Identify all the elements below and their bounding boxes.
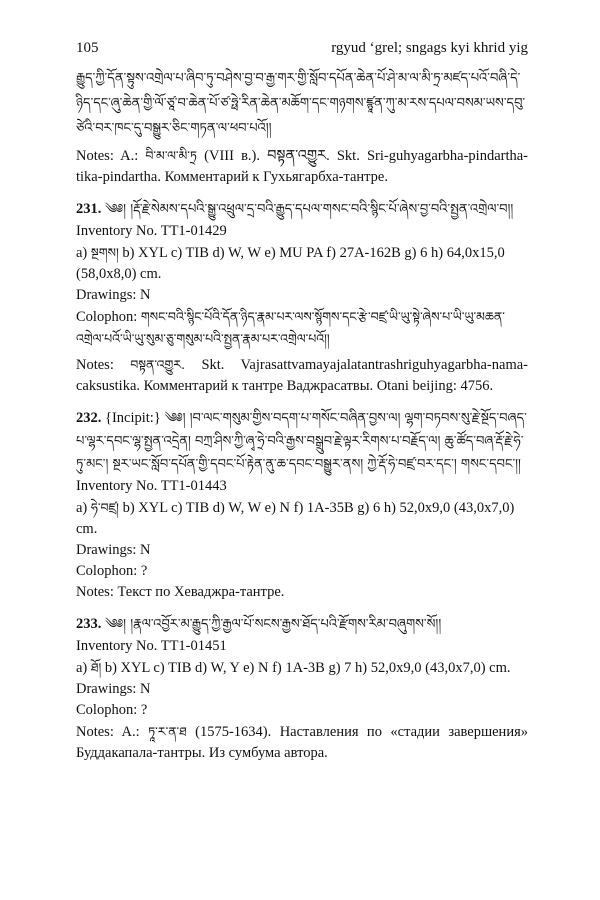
preamble-notes: Notes: A.: བི་མ་ལ་མི་ཏྲ (VIII в.). བསྟན་འགྱུར. Skt. Sri-guhyagarbha-pindartha-tika-pindartha. Комментарий к Гухьягарбха-тантре.	[76, 148, 528, 185]
running-header	[76, 40, 528, 66]
entry-233	[76, 613, 528, 764]
running-title: rgyud ‘grel; sngags kyi khrid yig	[331, 40, 528, 56]
entry-title: 233. ༄༅། །རྣལ་འབྱོར་མ་རྒྱུད་ཀྱི་རྒྱལ་པོ་སངས་རྒྱས་ཐོད་པའི་རྫོགས་རིམ་བཞུགས་སོ།།	[76, 616, 442, 632]
entry-231	[76, 198, 528, 397]
entry-232	[76, 407, 528, 603]
page-number: 105	[76, 40, 99, 56]
drawings: Drawings: N	[76, 287, 151, 303]
preamble-tibetan: རྒྱུད་ཀྱི་དོན་སྟུས་འགྲེལ་པ་ཞིབ་ཏུ་བཤེས་བྱ་བ་རྒྱ་གར་གྱི་སློབ་དཔོན་ཆེན་པོ་ཤེ་མ་ལ་མི་ཏྲ་མཛད་པའོ་བཞི་དེ་ཉིད་དང་ཞུ་ཆེན་གྱི་ལོ་ཙཱ་བ་ཆེན་པོ་ཙ་ཧྥེ་རིན་ཆེན་མཆོག་དང་གཉགས་ཛྙཱན་ཀུ་མ་རས་དཔལ་བསམ་ཡས་དབུ་ཙེའི་བར་ཁང་དུ་བསྒྱུར་ཅིང་གཏན་ལ་ཕབ་པའོ།།	[76, 71, 526, 136]
notes: Notes: A.: ཏཱ་ར་ན་ཐ (1575-1634). Наставления по «стадии завершения» Буддакапала-тантры. Из сумбума автора.	[76, 724, 528, 761]
drawings: Drawings: N	[76, 681, 151, 697]
inventory-number: Inventory No. TT1-01451	[76, 638, 227, 654]
colophon: Colophon: ?	[76, 563, 148, 579]
physical-description: a) ཧེ་བཛྲ། b) XYL c) TIB d) W, W e) N f) 1A-35B g) 6 h) 52,0x9,0 (43,0x7,0) cm.	[76, 500, 515, 537]
entry-title: 232. {Incipit:} ༄༅། །བ་ལང་གསུམ་གྱིས་བདག་པ་གསོང་བཞིན་བྱས་ལ། ལྷག་བཏབས་སུ་རྗེ་སྔོད་བཞད་པ་ལྷར་དབང་ལྷ་སྤྱན་འདྲེན། བཀྲ་ཤིས་ཀྱི་ཞྭ་ཧྲེ་བའི་རྒྱས་བསྒྲུབ་རྗེ་ལྟར་རིགས་པ་བརྗོད་ལ། ཆུ་ཚོད་བཞ་རྡོ་རྗེ་ཧེ་ཏུ་མང་། སྔར་ཡང་སློབ་དཔོན་གྱི་དབང་པོ་རྟེན་ནུ་ཆ་དབང་བསྒྱུར་ནས། ཀྱེ་རྡོ་ཧེ་བཛྲ་བར་དང་། གསང་དབང་།།	[76, 410, 527, 472]
entry-title: 231. ༄༅། །རྡོ་རྗེ་སེམས་དཔའི་སྒྱུ་འཕྲུལ་དྲ་བའི་རྒྱུད་དཔལ་གསང་བའི་སྙིང་པོ་ཞེས་བྱ་བའི་སྤྱན་འགྲེལ་བ།།	[76, 201, 514, 217]
notes: Notes: བསྟན་འགྱུར. Skt. Vajrasattvamayajalatantrashriguhyagarbha-nama-caksustika. Комментарий к тантре Ваджрасатвы. Otani beijing: 4756.	[76, 357, 528, 394]
colophon: Colophon: གསང་བའི་སྙིང་པོའི་དོན་ཉིད་རྣམ་པར་ལས་སྙོགས་དང་རྩེ་བཛྲ་ཡི་ཡུ་སྟེ་ཞེས་པ་ཡི་ཡུ་མཆན་འགྲེལ་པའོ་ཡི་ཡུ་སུམ་ཅུ་གསུམ་པའི་སྤྱན་རྣམ་པར་འགྲེལ་པའོ།།	[76, 309, 505, 346]
physical-description: a) སྔགས། b) XYL c) TIB d) W, W e) MU PA f) 27A-162B g) 6 h) 64,0x15,0 (58,0x8,0) cm.	[76, 245, 505, 282]
inventory-number: Inventory No. TT1-01443	[76, 478, 227, 494]
colophon: Colophon: ?	[76, 702, 148, 718]
physical-description: a) ཐོ། b) XYL c) TIB d) W, Y e) N f) 1A-3B g) 7 h) 52,0x9,0 (43,0x7,0) cm.	[76, 660, 511, 676]
page	[76, 40, 528, 764]
inventory-number: Inventory No. TT1-01429	[76, 223, 227, 239]
notes: Notes: Текст по Хеваджра-тантре.	[76, 584, 285, 600]
drawings: Drawings: N	[76, 542, 151, 558]
